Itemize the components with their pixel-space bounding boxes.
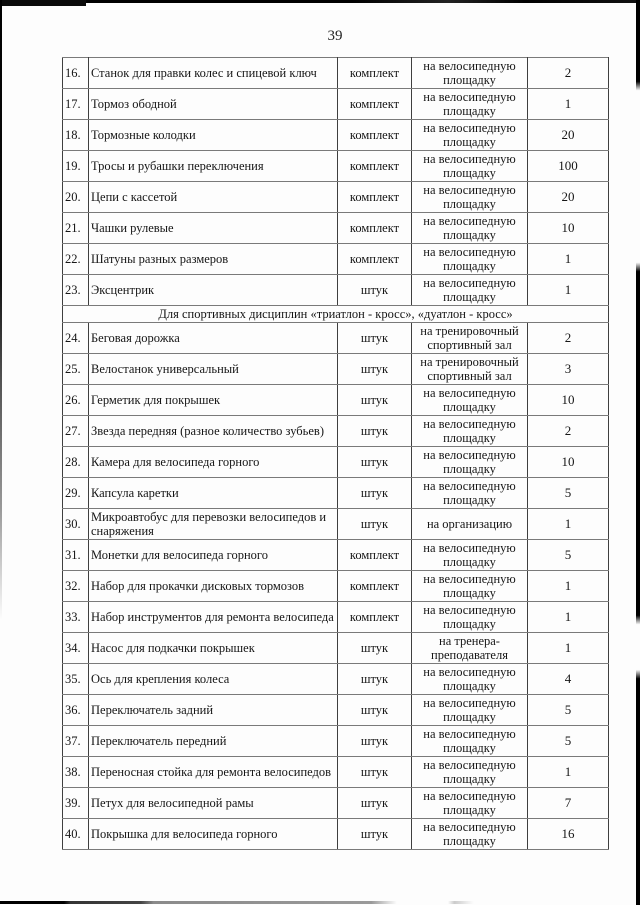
scan-artifact-top-edge [0,0,640,3]
item-location: на велосипедную площадку [412,275,528,306]
item-location: на велосипедную площадку [412,120,528,151]
item-name: Беговая дорожка [89,323,338,354]
row-number: 23. [63,275,89,306]
row-number: 22. [63,244,89,275]
table-row [63,509,609,540]
item-quantity: 1 [528,571,609,602]
item-quantity: 1 [528,89,609,120]
item-unit: штук [338,323,412,354]
equipment-table-container [62,57,609,850]
item-name: Монетки для велосипеда горного [89,540,338,571]
table-row [63,478,609,509]
item-name: Набор инструментов для ремонта велосипеда [89,602,338,633]
item-unit: штук [338,509,412,540]
row-number: 30. [63,509,89,540]
item-unit: штук [338,664,412,695]
item-name: Капсула каретки [89,478,338,509]
table-body [63,58,609,850]
item-quantity: 1 [528,602,609,633]
section-label: Для спортивных дисциплин «триатлон - кросс», «дуатлон - кросс» [63,306,609,323]
row-number: 29. [63,478,89,509]
item-location: на велосипедную площадку [412,58,528,89]
item-name: Тормозные колодки [89,120,338,151]
item-name: Звезда передняя (разное количество зубьев) [89,416,338,447]
table-row [63,695,609,726]
item-name: Герметик для покрышек [89,385,338,416]
row-number: 21. [63,213,89,244]
item-quantity: 20 [528,120,609,151]
item-unit: штук [338,275,412,306]
item-quantity: 5 [528,726,609,757]
row-number: 37. [63,726,89,757]
item-location: на велосипедную площадку [412,602,528,633]
item-name: Переключатель задний [89,695,338,726]
page-number: 39 [327,28,343,44]
table-row [63,540,609,571]
item-location: на тренера- преподавателя [412,633,528,664]
item-name: Шатуны разных размеров [89,244,338,275]
item-location: на велосипедную площадку [412,151,528,182]
item-name: Чашки рулевые [89,213,338,244]
row-number: 32. [63,571,89,602]
item-name: Переключатель передний [89,726,338,757]
equipment-table [62,57,609,850]
row-number: 24. [63,323,89,354]
table-row [63,244,609,275]
item-unit: штук [338,788,412,819]
item-unit: штук [338,478,412,509]
item-location: на велосипедную площадку [412,182,528,213]
scan-artifact-left-edge [0,0,2,620]
row-number: 17. [63,89,89,120]
item-quantity: 20 [528,182,609,213]
item-unit: штук [338,757,412,788]
item-location: на велосипедную площадку [412,447,528,478]
item-name: Покрышка для велосипеда горного [89,819,338,850]
item-location: на велосипедную площадку [412,788,528,819]
item-unit: комплект [338,213,412,244]
item-quantity: 5 [528,695,609,726]
item-name: Набор для прокачки дисковых тормозов [89,571,338,602]
table-row [63,819,609,850]
item-name: Переносная стойка для ремонта велосипедов [89,757,338,788]
item-quantity: 2 [528,323,609,354]
table-row [63,757,609,788]
item-location: на велосипедную площадку [412,416,528,447]
row-number: 16. [63,58,89,89]
item-name: Микроавтобус для перевозки велосипедов и снаряжения [89,509,338,540]
item-unit: штук [338,695,412,726]
item-unit: комплект [338,540,412,571]
table-row [63,151,609,182]
item-quantity: 3 [528,354,609,385]
item-quantity: 1 [528,275,609,306]
item-location: на велосипедную площадку [412,819,528,850]
row-number: 39. [63,788,89,819]
item-unit: комплект [338,571,412,602]
item-name: Тормоз ободной [89,89,338,120]
item-name: Велостанок универсальный [89,354,338,385]
item-quantity: 4 [528,664,609,695]
item-quantity: 2 [528,58,609,89]
item-location: на велосипедную площадку [412,89,528,120]
item-location: на тренировочный спортивный зал [412,323,528,354]
item-location: на велосипедную площадку [412,244,528,275]
scan-artifact-right-edge [636,0,640,905]
item-quantity: 1 [528,633,609,664]
scan-artifact-bottom-line [0,901,640,904]
item-location: на велосипедную площадку [412,757,528,788]
table-row [63,58,609,89]
table-row [63,323,609,354]
item-unit: штук [338,447,412,478]
table-row [63,120,609,151]
row-number: 20. [63,182,89,213]
table-row [63,213,609,244]
item-unit: комплект [338,58,412,89]
item-unit: штук [338,354,412,385]
item-quantity: 5 [528,478,609,509]
table-row [63,664,609,695]
table-row [63,275,609,306]
item-location: на велосипедную площадку [412,540,528,571]
item-quantity: 1 [528,757,609,788]
scan-artifact-top-left [0,0,86,6]
item-quantity: 16 [528,819,609,850]
table-row [63,89,609,120]
item-name: Камера для велосипеда горного [89,447,338,478]
table-row [63,726,609,757]
row-number: 36. [63,695,89,726]
item-name: Станок для правки колес и спицевой ключ [89,58,338,89]
item-location: на тренировочный спортивный зал [412,354,528,385]
row-number: 28. [63,447,89,478]
row-number: 18. [63,120,89,151]
row-number: 31. [63,540,89,571]
item-unit: комплект [338,89,412,120]
item-unit: комплект [338,244,412,275]
item-unit: комплект [338,182,412,213]
item-quantity: 10 [528,447,609,478]
item-unit: штук [338,416,412,447]
table-row [63,354,609,385]
item-location: на велосипедную площадку [412,726,528,757]
table-row [63,571,609,602]
item-name: Ось для крепления колеса [89,664,338,695]
row-number: 33. [63,602,89,633]
row-number: 34. [63,633,89,664]
item-location: на велосипедную площадку [412,571,528,602]
table-row [63,633,609,664]
item-unit: штук [338,385,412,416]
row-number: 40. [63,819,89,850]
item-quantity: 10 [528,213,609,244]
item-name: Петух для велосипедной рамы [89,788,338,819]
row-number: 25. [63,354,89,385]
item-unit: комплект [338,151,412,182]
item-quantity: 7 [528,788,609,819]
item-location: на организацию [412,509,528,540]
item-quantity: 1 [528,509,609,540]
table-row [63,447,609,478]
item-unit: штук [338,633,412,664]
row-number: 26. [63,385,89,416]
item-quantity: 100 [528,151,609,182]
item-name: Эксцентрик [89,275,338,306]
item-location: на велосипедную площадку [412,385,528,416]
item-location: на велосипедную площадку [412,213,528,244]
table-row [63,602,609,633]
table-row [63,788,609,819]
item-name: Тросы и рубашки переключения [89,151,338,182]
item-unit: штук [338,726,412,757]
item-quantity: 2 [528,416,609,447]
item-unit: комплект [338,602,412,633]
row-number: 38. [63,757,89,788]
row-number: 19. [63,151,89,182]
item-unit: штук [338,819,412,850]
item-location: на велосипедную площадку [412,478,528,509]
item-name: Насос для подкачки покрышек [89,633,338,664]
row-number: 35. [63,664,89,695]
table-row [63,385,609,416]
item-unit: комплект [338,120,412,151]
row-number: 27. [63,416,89,447]
item-name: Цепи с кассетой [89,182,338,213]
item-quantity: 1 [528,244,609,275]
table-row [63,416,609,447]
section-row [63,306,609,323]
item-location: на велосипедную площадку [412,664,528,695]
item-quantity: 10 [528,385,609,416]
table-row [63,182,609,213]
item-quantity: 5 [528,540,609,571]
item-location: на велосипедную площадку [412,695,528,726]
